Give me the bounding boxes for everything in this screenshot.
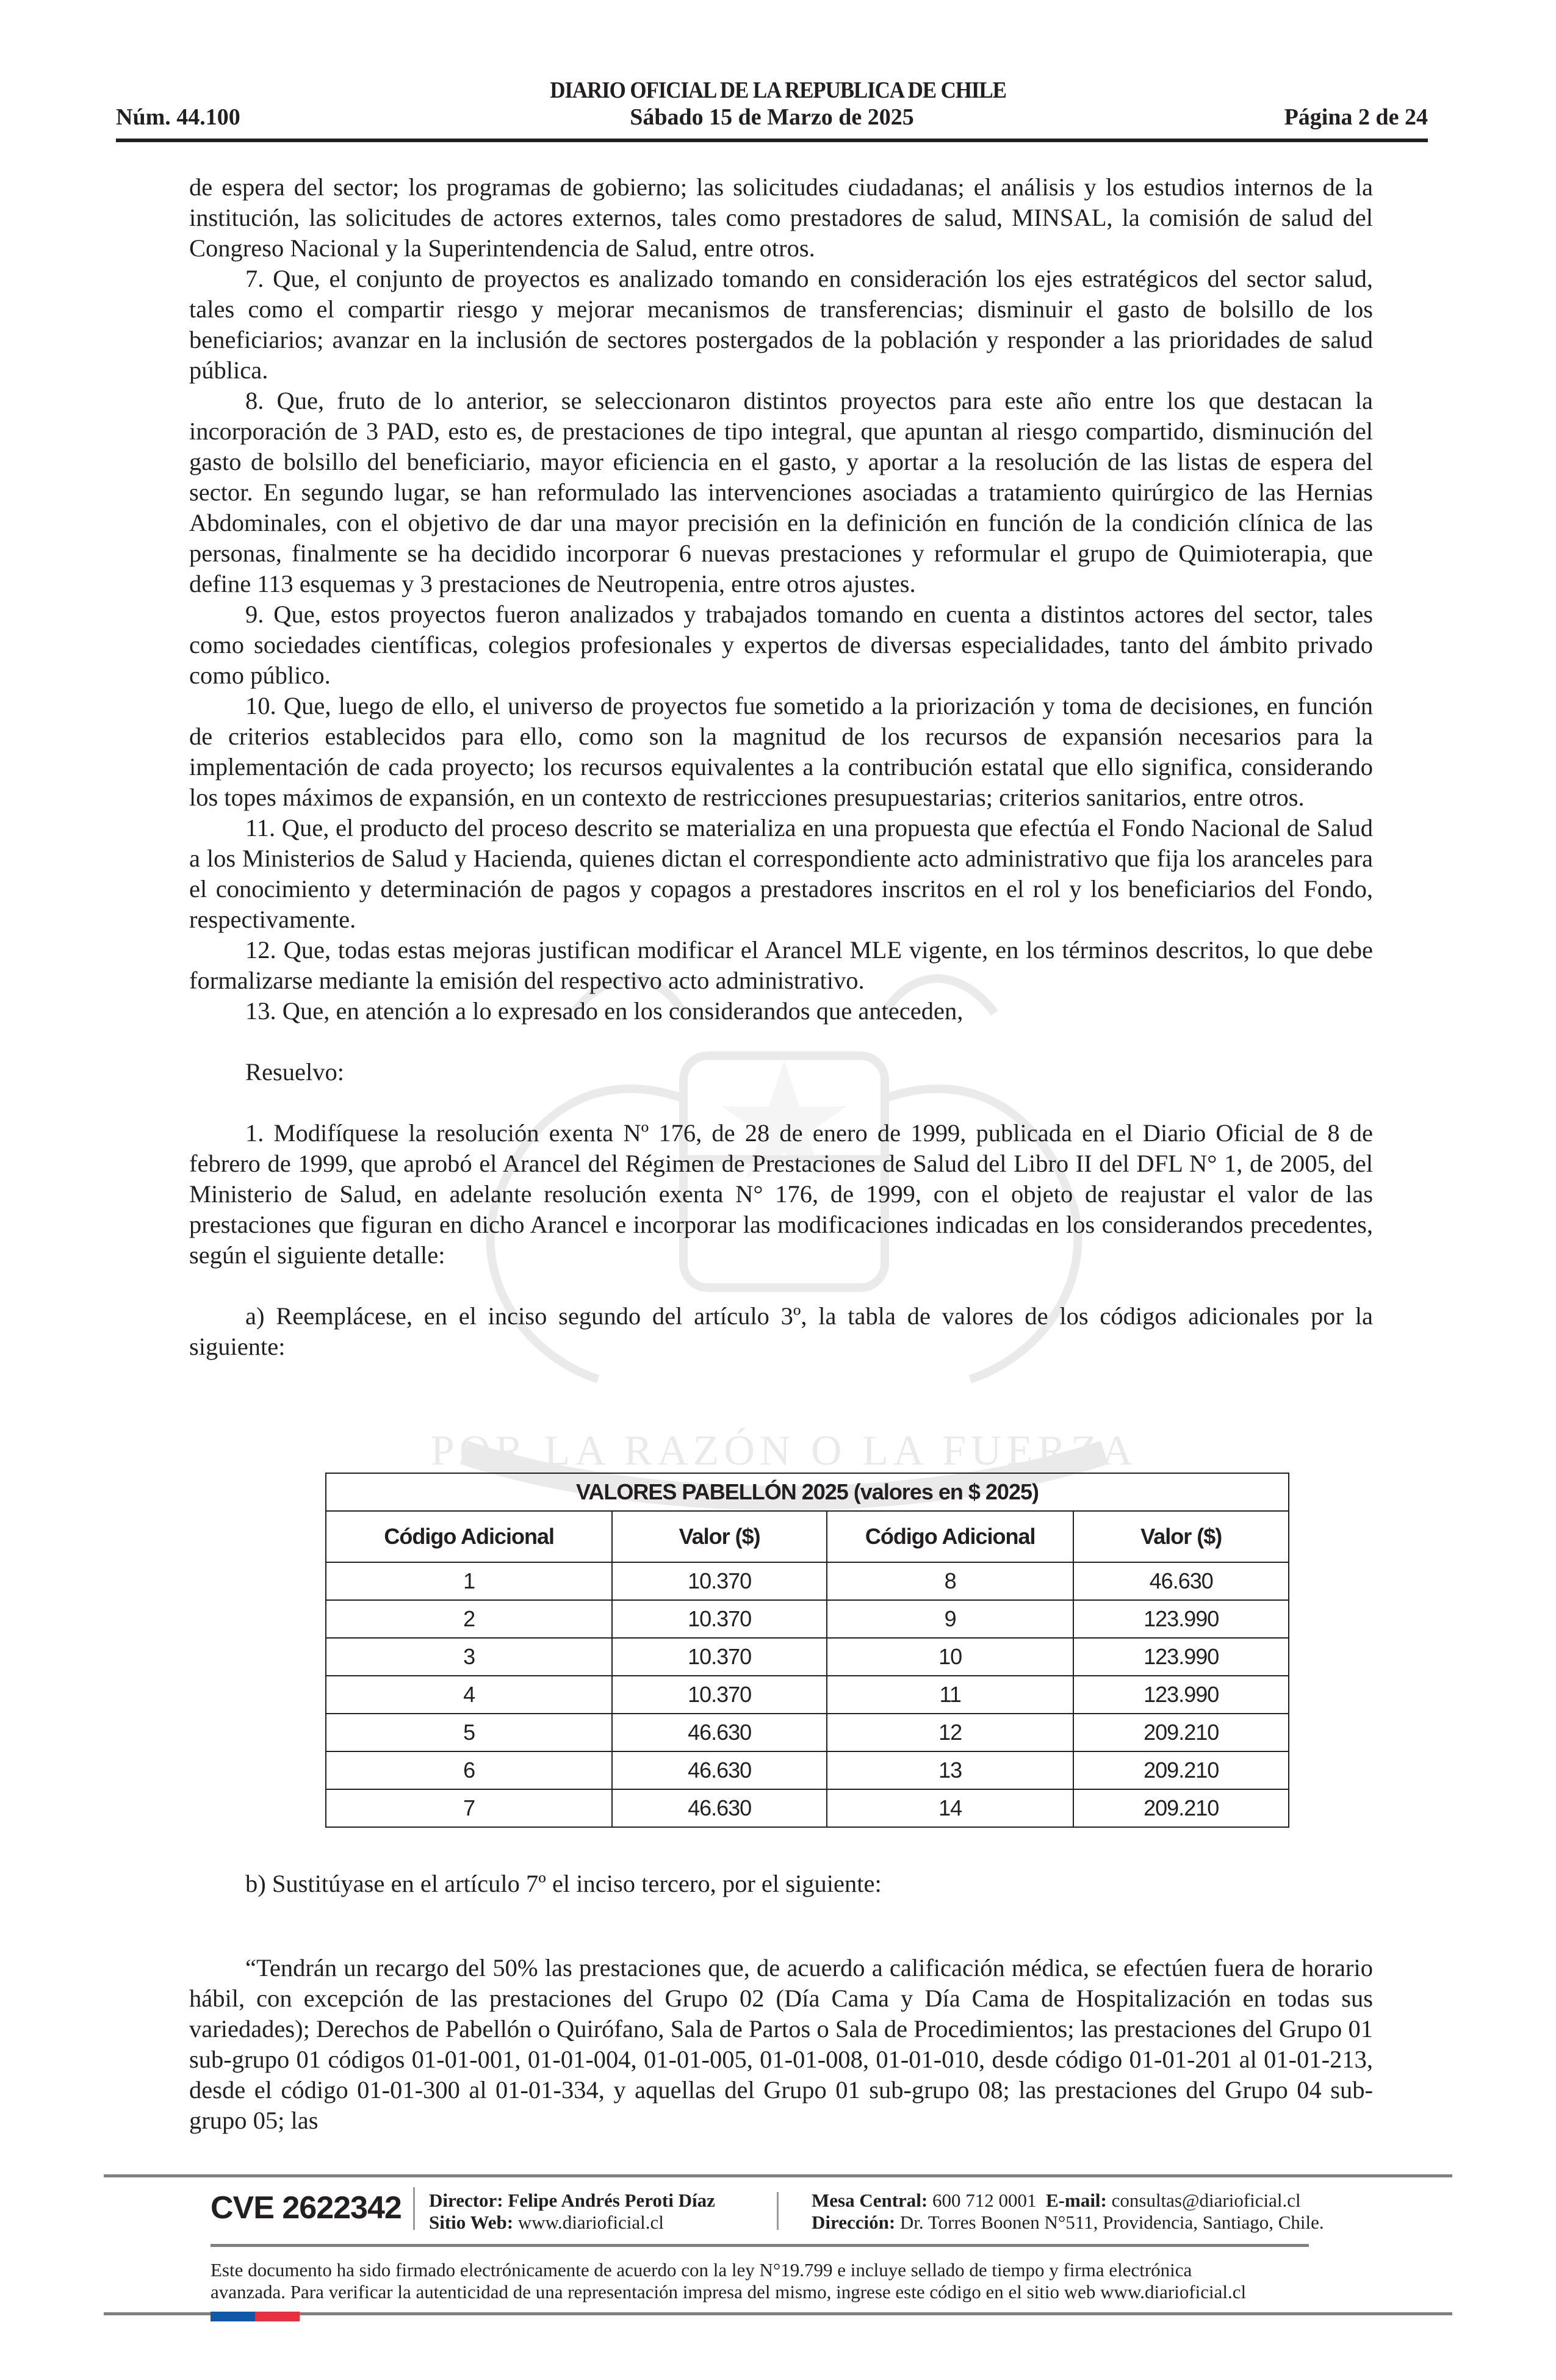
table-cell: 4	[326, 1676, 612, 1714]
footer-separator	[413, 2187, 415, 2230]
phone-label: Mesa Central:	[812, 2190, 928, 2211]
footer-divider-bottom	[104, 2312, 1452, 2315]
table-row	[326, 1600, 1289, 1638]
table-cell: 46.630	[612, 1751, 827, 1789]
cve-code: CVE 2622342	[211, 2190, 402, 2226]
footer-divider-top	[104, 2174, 1452, 2177]
table-cell: 46.630	[1073, 1562, 1289, 1600]
column-header: Código Adicional	[827, 1511, 1074, 1562]
director-label: Director:	[429, 2190, 503, 2211]
paragraph-continuation: de espera del sector; los programas de gobierno; las solicitudes ciudadanas; el análisis y los estudios internos de la institución, las solicitudes de actores externos, tales como prestadores de salud, MINSAL, la comisión de salud del Congreso Nacional y la Superintendencia de Salud, entre otros.	[189, 173, 1373, 262]
issue-number: Núm. 44.100	[116, 104, 240, 130]
disclaimer-line-1: Este documento ha sido firmado electrónicamente de acuerdo con la ley N°19.799 e incluye sellado de tiempo y firma electrónica	[211, 2259, 1192, 2281]
document-body	[189, 172, 1373, 1362]
director-name: Felipe Andrés Peroti Díaz	[508, 2190, 715, 2211]
paragraph-11: 11. Que, el producto del proceso descrito se materializa en una propuesta que efectúa el Fondo Nacional de Salud a los Ministerios de Salud y Hacienda, quienes dictan el correspondiente acto administrativo que fija los aranceles para el conocimiento y determinación de pagos y copagos a prestadores inscritos en el rol y los beneficiarios del Fondo, respectivamente.	[189, 814, 1373, 933]
table-cell: 10.370	[612, 1638, 827, 1676]
publication-title: DIARIO OFICIAL DE LA REPUBLICA DE CHILE	[550, 78, 1006, 103]
paragraph-10: 10. Que, luego de ello, el universo de proyectos fue sometido a la priorización y toma de decisiones, en función de criterios establecidos para ello, como son la magnitud de los recursos de expansión necesarios para la implementación de cada proyecto; los recursos equivalentes a la contribución estatal que ello significa, considerando los topes máximos de expansión, en un contexto de restricciones presupuestarias; criterios sanitarios, entre otros.	[189, 692, 1373, 811]
table-row	[326, 1789, 1289, 1827]
table-cell: 209.210	[1073, 1714, 1289, 1751]
table-cell: 9	[827, 1600, 1074, 1638]
table-cell: 13	[827, 1751, 1074, 1789]
resolution-item-b: b) Sustitúyase en el artículo 7º el inciso tercero, por el siguiente:	[245, 1870, 882, 1897]
table-cell: 14	[827, 1789, 1074, 1827]
column-header: Valor ($)	[1073, 1511, 1289, 1562]
table-cell: 1	[326, 1562, 612, 1600]
email-label: E-mail:	[1046, 2190, 1107, 2211]
table-cell: 5	[326, 1714, 612, 1751]
table-row	[326, 1714, 1289, 1751]
valores-pabellon-table	[325, 1473, 1289, 1828]
table-cell: 123.990	[1073, 1638, 1289, 1676]
paragraph-13: 13. Que, en atención a lo expresado en los considerandos que anteceden,	[245, 997, 963, 1025]
header-divider	[116, 139, 1428, 142]
page-indicator: Página 2 de 24	[1284, 104, 1428, 130]
column-header: Valor ($)	[612, 1511, 827, 1562]
resolution-item-1: 1. Modifíquese la resolución exenta Nº 176, de 28 de enero de 1999, publicada en el Diario Oficial de 8 de febrero de 1999, que aprobó el Arancel del Régimen de Prestaciones de Salud del Libro II del DFL N° 1, de 2005, del Ministerio de Salud, en adelante resolución exenta N° 176, de 1999, con el objeto de reajustar el valor de las prestaciones que figuran en dicho Arancel e incorporar las modificaciones indicadas en los considerandos precedentes, según el siguiente detalle:	[189, 1119, 1373, 1269]
table-cell: 10.370	[612, 1600, 827, 1638]
website-link[interactable]: www.diarioficial.cl	[517, 2212, 664, 2233]
watermark-motto: POR LA RAZÓN O LA FUERZA	[430, 1427, 1138, 1474]
resuelvo-heading: Resuelvo:	[245, 1058, 344, 1086]
table-cell: 2	[326, 1600, 612, 1638]
contact-info	[812, 2190, 1324, 2234]
table-header-row	[326, 1511, 1289, 1562]
table-cell: 6	[326, 1751, 612, 1789]
valores-pabellon-table-container	[325, 1473, 1289, 1828]
table-cell: 123.990	[1073, 1676, 1289, 1714]
paragraph-7: 7. Que, el conjunto de proyectos es analizado tomando en consideración los ejes estratégicos del sector salud, tales como el compartir riesgo y mejorar mecanismos de transferencias; disminuir el gasto de bolsillo de los beneficiarios; avanzar en la inclusión de sectores postergados de la población y responder a las prioridades de salud pública.	[189, 265, 1373, 384]
table-title-row	[326, 1473, 1289, 1511]
column-header: Código Adicional	[326, 1511, 612, 1562]
table-cell: 8	[827, 1562, 1074, 1600]
email-link[interactable]: consultas@diarioficial.cl	[1111, 2190, 1301, 2211]
table-cell: 46.630	[612, 1789, 827, 1827]
quoted-text: “Tendrán un recargo del 50% las prestaciones que, de acuerdo a calificación médica, se efectúen fuera de horario hábil, con excepción de las prestaciones del Grupo 02 (Día Cama y Día Cama de Hospitalización en todas sus variedades); Derechos de Pabellón o Quirófano, Sala de Partos o Sala de Procedimientos; las prestaciones del Grupo 01 sub-grupo 01 códigos 01-01-001, 01-01-004, 01-01-005, 01-01-008, 01-01-010, desde código 01-01-201 al 01-01-213, desde el código 01-01-300 al 01-01-334, y aquellas del Grupo 01 sub-grupo 08; las prestaciones del Grupo 04 sub-grupo 05; las	[189, 1954, 1373, 2134]
director-info	[429, 2190, 715, 2234]
table-cell: 12	[827, 1714, 1074, 1751]
table-title: VALORES PABELLÓN 2025 (valores en $ 2025)	[326, 1473, 1289, 1511]
address-label: Dirección:	[812, 2212, 896, 2233]
flag-stripe-blue	[211, 2312, 255, 2321]
table-cell: 209.210	[1073, 1751, 1289, 1789]
resolution-item-a: a) Reemplácese, en el inciso segundo del artículo 3º, la tabla de valores de los códigos adicionales por la siguiente:	[189, 1302, 1373, 1360]
header-row	[116, 104, 1428, 134]
table-row	[326, 1638, 1289, 1676]
website-label: Sitio Web:	[429, 2212, 514, 2233]
paragraph-9: 9. Que, estos proyectos fueron analizados y trabajados tomando en cuenta a distintos actores del sector, tales como sociedades científicas, colegios profesionales y expertos de diversas especialidades, tanto del ámbito privado como público.	[189, 600, 1373, 689]
paragraph-12: 12. Que, todas estas mejoras justifican modificar el Arancel MLE vigente, en los términos descritos, lo que debe formalizarse mediante la emisión del respectivo acto administrativo.	[189, 936, 1373, 994]
table-cell: 10.370	[612, 1562, 827, 1600]
table-row	[326, 1676, 1289, 1714]
table-cell: 11	[827, 1676, 1074, 1714]
document-body-continued	[189, 1869, 1373, 2136]
table-cell: 46.630	[612, 1714, 827, 1751]
table-cell: 7	[326, 1789, 612, 1827]
footer-separator	[777, 2192, 779, 2230]
disclaimer-line-2: avanzada. Para verificar la autenticidad de una representación impresa del mismo, ingrese este código en el sitio web www.diarioficial.cl	[211, 2281, 1247, 2302]
flag-stripe-red	[255, 2312, 300, 2321]
publication-date: Sábado 15 de Marzo de 2025	[630, 104, 914, 130]
table-cell: 123.990	[1073, 1600, 1289, 1638]
footer-divider-middle	[211, 2244, 1309, 2247]
table-row	[326, 1751, 1289, 1789]
phone-number: 600 712 0001	[932, 2190, 1037, 2211]
signature-disclaimer	[211, 2259, 1315, 2303]
paragraph-8: 8. Que, fruto de lo anterior, se seleccionaron distintos proyectos para este año entre los que destacan la incorporación de 3 PAD, esto es, de prestaciones de tipo integral, que apuntan al riesgo compartido, disminución del gasto de bolsillo del beneficiario, mayor eficiencia en el gasto, y aportar a la resolución de las listas de espera del sector. En segundo lugar, se han reformulado las intervenciones asociadas a tratamiento quirúrgico de las Hernias Abdominales, con el objetivo de dar una mayor precisión en la definición en función de la condición clínica de las personas, finalmente se ha decidido incorporar 6 nuevas prestaciones y reformular el grupo de Quimioterapia, que define 113 esquemas y 3 prestaciones de Neutropenia, entre otros ajustes.	[189, 387, 1373, 597]
table-cell: 209.210	[1073, 1789, 1289, 1827]
table-cell: 3	[326, 1638, 612, 1676]
address-value: Dr. Torres Boonen N°511, Providencia, Santiago, Chile.	[899, 2212, 1324, 2233]
table-row	[326, 1562, 1289, 1600]
table-cell: 10.370	[612, 1676, 827, 1714]
table-cell: 10	[827, 1638, 1074, 1676]
